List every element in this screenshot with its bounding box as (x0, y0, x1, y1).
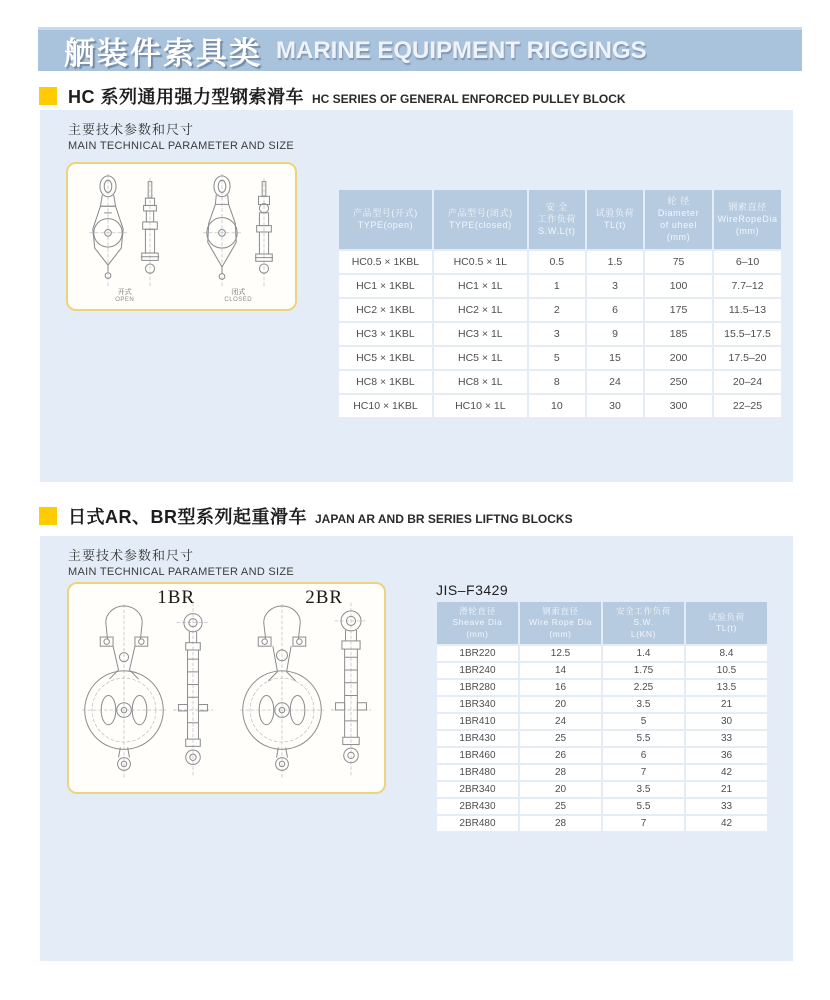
figure-caption-open (115, 289, 134, 304)
hc-figure-box (66, 162, 297, 311)
column-header: 安 全 工作负荷 S.W.L(t) (529, 190, 585, 249)
table-header-row (437, 602, 767, 644)
table-body (339, 251, 781, 417)
column-header: 试验负荷 TL(t) (587, 190, 643, 249)
table-row (339, 299, 781, 321)
table-cell: 7 (603, 765, 684, 780)
table-cell: 75 (645, 251, 712, 273)
figure-pair-closed (182, 164, 296, 309)
hc-spec-table (337, 188, 783, 419)
table-cell: HC8 × 1KBL (339, 371, 432, 393)
table-cell: HC2 × 1L (434, 299, 527, 321)
block-2br-side-drawing (331, 596, 371, 784)
table-cell: HC5 × 1KBL (339, 347, 432, 369)
section1-title-cn: HC 系列通用强力型钢索滑车 (68, 87, 304, 107)
table-cell: 28 (520, 816, 601, 831)
table-cell: 2.25 (603, 680, 684, 695)
br-figure-box (67, 582, 386, 794)
table-cell: HC8 × 1L (434, 371, 527, 393)
table-row (339, 395, 781, 417)
table-cell: 0.5 (529, 251, 585, 273)
table-row (339, 371, 781, 393)
table-cell: 1.5 (587, 251, 643, 273)
table-cell: 20 (520, 697, 601, 712)
table-cell: 9 (587, 323, 643, 345)
pulley-open-side-drawing (138, 178, 162, 286)
table-cell: 13.5 (686, 680, 767, 695)
table-cell: 300 (645, 395, 712, 417)
table-cell: 5 (529, 347, 585, 369)
table-cell: HC2 × 1KBL (339, 299, 432, 321)
table-cell: 21 (686, 697, 767, 712)
figure-pair-2br (227, 584, 385, 792)
table-cell: 1BR460 (437, 748, 518, 763)
section1-title-en: HC SERIES OF GENERAL ENFORCED PULLEY BLOCK (312, 92, 626, 106)
table-cell: 5.5 (603, 731, 684, 746)
table-cell: 3.5 (603, 697, 684, 712)
table-cell: 8.4 (686, 646, 767, 661)
section2-title-en: JAPAN AR AND BR SERIES LIFTNG BLOCKS (315, 512, 573, 526)
table-cell: 1BR480 (437, 765, 518, 780)
table-cell: 14 (520, 663, 601, 678)
section2-panel (40, 536, 793, 961)
table-cell: 11.5–13 (714, 299, 781, 321)
caption-en: CLOSED (224, 297, 253, 304)
table-cell: 1.75 (603, 663, 684, 678)
table-cell: 17.5–20 (714, 347, 781, 369)
table-cell: 6 (587, 299, 643, 321)
figure-caption-closed (224, 289, 252, 304)
table-cell: 42 (686, 816, 767, 831)
table-cell: 15.5–17.5 (714, 323, 781, 345)
table-cell: HC3 × 1L (434, 323, 527, 345)
table-row (437, 765, 767, 780)
table-cell: 1BR410 (437, 714, 518, 729)
table-cell: HC0.5 × 1L (434, 251, 527, 273)
table-cell: 25 (520, 731, 601, 746)
table-cell: 30 (587, 395, 643, 417)
table-cell: HC10 × 1KBL (339, 395, 432, 417)
figure-row (201, 174, 276, 286)
column-header: 钢索直径 WireRopeDia (mm) (714, 190, 781, 249)
table-row (437, 816, 767, 831)
table-cell: 10 (529, 395, 585, 417)
section1-panel (40, 110, 793, 482)
table-cell: 7.7–12 (714, 275, 781, 297)
block-1br-front-drawing (82, 596, 166, 784)
table-cell: 100 (645, 275, 712, 297)
block-1br-side-drawing (173, 596, 213, 784)
table-cell: 20 (520, 782, 601, 797)
table-cell: 33 (686, 799, 767, 814)
column-header: 轮 径 Diameter of uheel (mm) (645, 190, 712, 249)
table-row (437, 714, 767, 729)
br-spec-table (435, 600, 769, 833)
figure-pair-1br (69, 584, 227, 792)
table-row (339, 347, 781, 369)
yellow-bullet-icon (39, 507, 57, 525)
table-cell: 25 (520, 799, 601, 814)
table-cell: 15 (587, 347, 643, 369)
table-cell: 2BR480 (437, 816, 518, 831)
table-cell: 200 (645, 347, 712, 369)
table-cell: 22–25 (714, 395, 781, 417)
page-banner (38, 27, 802, 71)
table-row (437, 663, 767, 678)
table-cell: 2BR340 (437, 782, 518, 797)
table-cell: 3 (587, 275, 643, 297)
table-row (437, 799, 767, 814)
table-cell: HC0.5 × 1KBL (339, 251, 432, 273)
table-cell: 20–24 (714, 371, 781, 393)
table-cell: 6–10 (714, 251, 781, 273)
caption-cn: 闭式 (231, 289, 246, 297)
table-cell: HC10 × 1L (434, 395, 527, 417)
table-row (339, 323, 781, 345)
table-cell: 3 (529, 323, 585, 345)
table-cell: 42 (686, 765, 767, 780)
section1-heading (39, 83, 626, 109)
pulley-open-front-drawing (87, 174, 129, 286)
table-cell: 3.5 (603, 782, 684, 797)
table-cell: 30 (686, 714, 767, 729)
table-cell: 5.5 (603, 799, 684, 814)
figure-label-2br: 2BR (305, 587, 344, 608)
section2-param-title (68, 545, 294, 578)
column-header: 滑轮直径 Sheave Dia (mm) (437, 602, 518, 644)
table-header-row (339, 190, 781, 249)
table-cell: 250 (645, 371, 712, 393)
table-cell: 1BR430 (437, 731, 518, 746)
table-cell: 6 (603, 748, 684, 763)
table-cell: 5 (603, 714, 684, 729)
column-header: 产品型号(开式) TYPE(open) (339, 190, 432, 249)
pulley-closed-side-drawing (252, 178, 276, 286)
table-cell: 175 (645, 299, 712, 321)
param-title-en: MAIN TECHNICAL PARAMETER AND SIZE (68, 566, 295, 578)
table-cell: 2BR430 (437, 799, 518, 814)
table-cell: 10.5 (686, 663, 767, 678)
table-cell: 16 (520, 680, 601, 695)
table-cell: HC1 × 1KBL (339, 275, 432, 297)
table-row (437, 697, 767, 712)
figure-row (87, 174, 162, 286)
table-cell: 2 (529, 299, 585, 321)
table-cell: 12.5 (520, 646, 601, 661)
table-cell: 1BR340 (437, 697, 518, 712)
table-cell: HC3 × 1KBL (339, 323, 432, 345)
table-row (339, 251, 781, 273)
table-cell: 33 (686, 731, 767, 746)
table-cell: 185 (645, 323, 712, 345)
yellow-bullet-icon (39, 87, 57, 105)
figure-label-1br: 1BR (157, 587, 196, 608)
caption-en: OPEN (115, 297, 135, 304)
table-row (437, 731, 767, 746)
section1-param-title (68, 119, 294, 152)
table-cell: 8 (529, 371, 585, 393)
column-header: 试验负荷 TL(t) (686, 602, 767, 644)
table-cell: 7 (603, 816, 684, 831)
table-cell: 1.4 (603, 646, 684, 661)
table-row (437, 680, 767, 695)
table-cell: 24 (520, 714, 601, 729)
table-cell: 24 (587, 371, 643, 393)
figure-pair-open (68, 164, 182, 309)
table-cell: HC1 × 1L (434, 275, 527, 297)
column-header: 产品型号(闭式) TYPE(closed) (434, 190, 527, 249)
table-cell: 1 (529, 275, 585, 297)
standard-label: JIS–F3429 (436, 582, 509, 598)
table-cell: 21 (686, 782, 767, 797)
param-title-cn: 主要技术参数和尺寸 (68, 548, 195, 563)
table-cell: 1BR280 (437, 680, 518, 695)
column-header: 安全工作负荷 S.W. L(KN) (603, 602, 684, 644)
page-title-en: MARINE EQUIPMENT RIGGINGS (276, 36, 647, 64)
table-cell: 36 (686, 748, 767, 763)
param-title-en: MAIN TECHNICAL PARAMETER AND SIZE (68, 140, 295, 152)
column-header: 钢索直径 Wire Rope Dia (mm) (520, 602, 601, 644)
pulley-closed-front-drawing (201, 174, 243, 286)
table-cell: 28 (520, 765, 601, 780)
block-2br-front-drawing (240, 596, 324, 784)
section2-title-cn: 日式AR、BR型系列起重滑车 (68, 507, 307, 527)
table-row (437, 782, 767, 797)
table-body (437, 646, 767, 831)
table-cell: 26 (520, 748, 601, 763)
page-title-cn: 舾装件索具类 (64, 36, 262, 71)
table-cell: 1BR240 (437, 663, 518, 678)
table-row (339, 275, 781, 297)
section2-heading (39, 503, 573, 529)
param-title-cn: 主要技术参数和尺寸 (68, 122, 195, 137)
table-row (437, 748, 767, 763)
table-cell: HC5 × 1L (434, 347, 527, 369)
table-row (437, 646, 767, 661)
table-cell: 1BR220 (437, 646, 518, 661)
caption-cn: 开式 (117, 289, 132, 297)
